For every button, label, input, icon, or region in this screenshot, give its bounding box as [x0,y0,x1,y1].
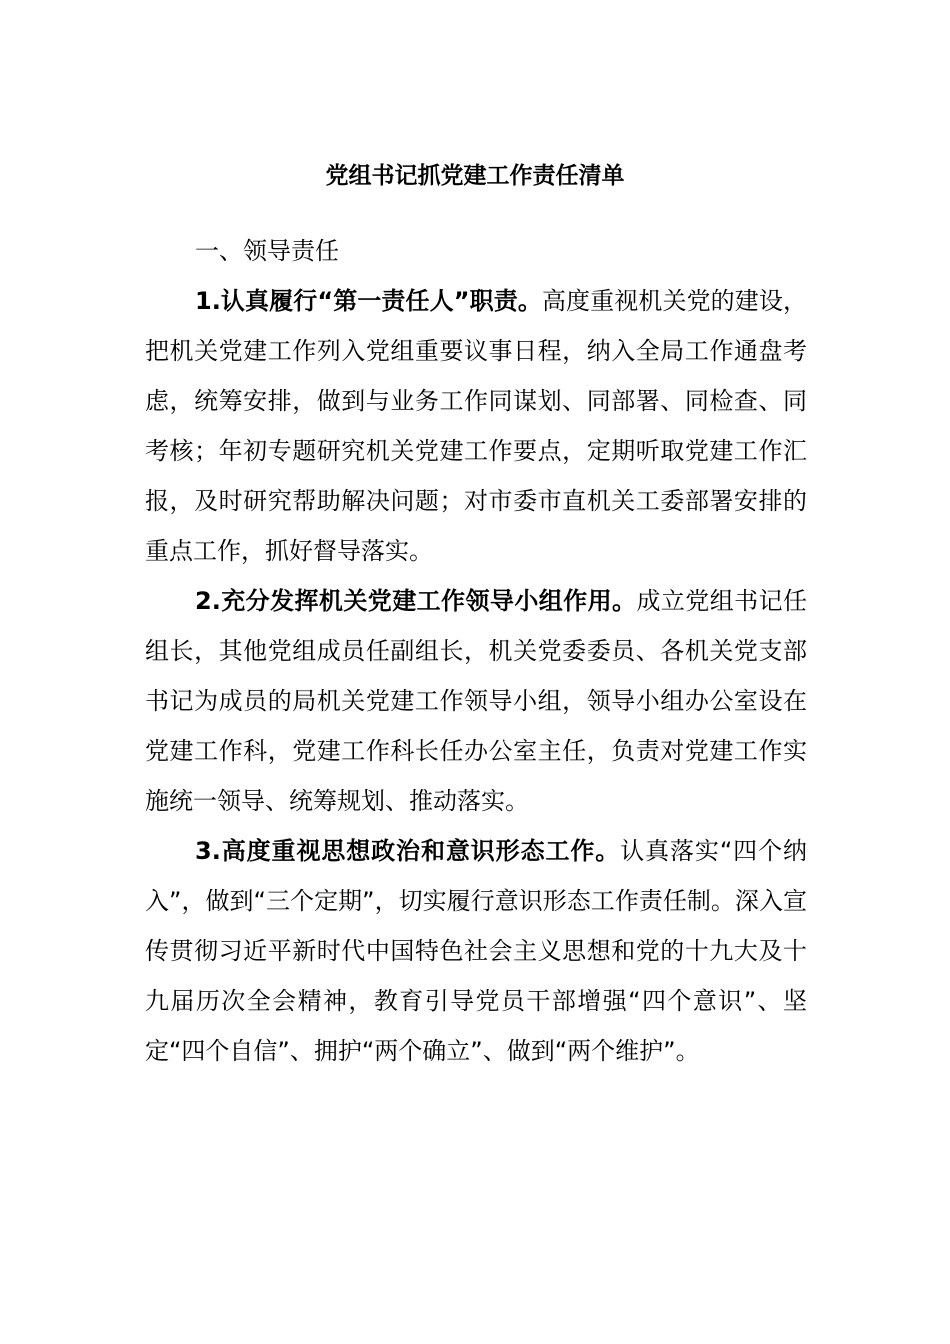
paragraph-2-lead: 2.充分发挥机关党建工作领导小组作用。 [195,587,637,615]
paragraph-1-lead: 1.认真履行“第一责任人”职责。 [195,287,542,315]
section-heading: 一、领导责任 [195,237,339,265]
paragraph-2-body: 成立党组书记任组长，其他党组成员任副组长，机关党委委员、各机关党支部书记为成员的局机关党建工作领导小组，领导小组办公室设在党建工作科，党建工作科长任办公室主任，负责对党建工作实施统一领导、统筹规划、推动落实。 [145,587,807,815]
paragraph-2 [145,576,807,826]
paragraph-3 [145,826,807,1076]
paragraph-1 [145,276,807,576]
paragraph-3-lead: 3.高度重视思想政治和意识形态工作。 [195,837,621,865]
document-title: 党组书记抓党建工作责任清单 [325,163,625,189]
paragraph-3-body: 认真落实“四个纳入”，做到“三个定期”，切实履行意识形态工作责任制。深入宣传贯彻习近平新时代中国特色社会主义思想和党的十九大及十九届历次全会精神，教育引导党员干部增强“四个意识”、坚定“四个自信”、拥护“两个确立”、做到“两个维护”。 [145,837,807,1065]
paragraph-1-body: 高度重视机关党的建设，把机关党建工作列入党组重要议事日程，纳入全局工作通盘考虑，统筹安排，做到与业务工作同谋划、同部署、同检查、同考核；年初专题研究机关党建工作要点，定期听取党建工作汇报，及时研究帮助解决问题；对市委市直机关工委部署安排的重点工作，抓好督导落实。 [145,287,807,565]
document-body [145,226,807,1076]
